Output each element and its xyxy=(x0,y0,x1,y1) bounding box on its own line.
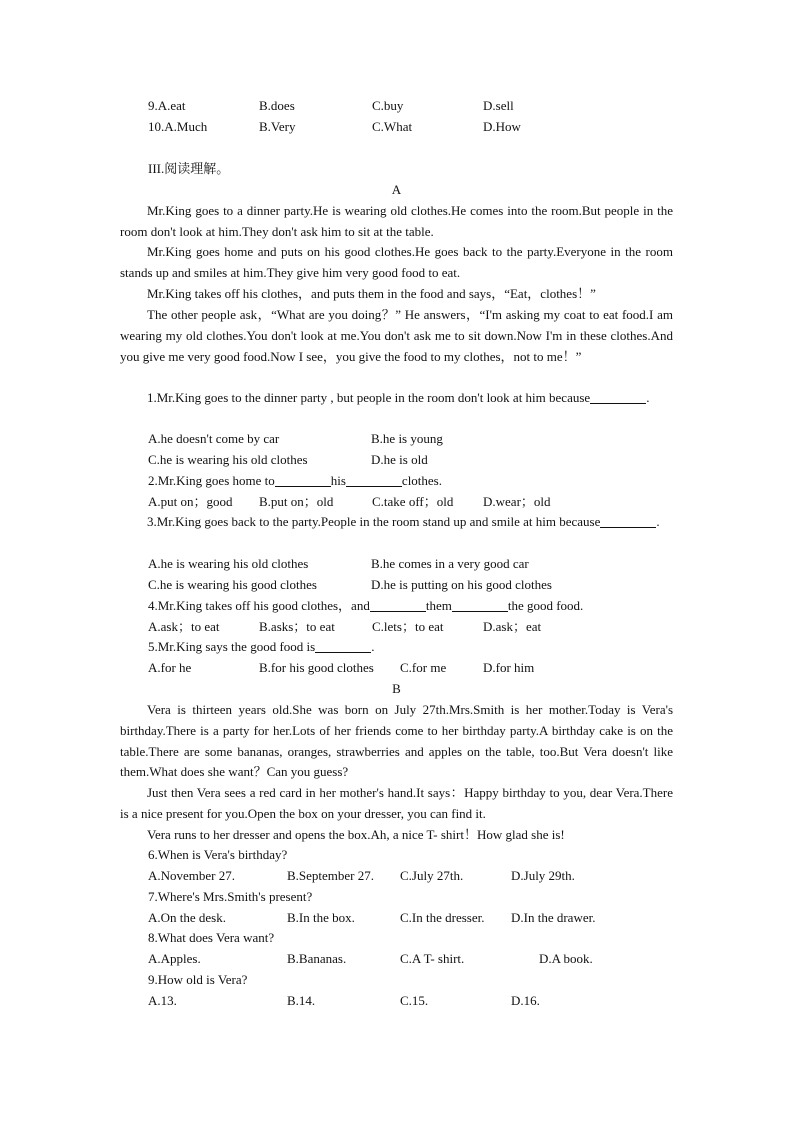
question-4-text-3: the good food. xyxy=(507,598,584,613)
answer-blank xyxy=(590,389,646,404)
question-8-stem: 8.What does Vera want? xyxy=(148,930,275,945)
answer-blank xyxy=(315,638,371,653)
option-a: A.put on；good xyxy=(148,494,233,509)
option-a: A.November 27. xyxy=(148,868,236,883)
passage-a-paragraph-4: The other people ask，“What are you doing？” He answers，“I'm asking my coat to eat food.I am wearing my old clothes.You don't look at me.You don't ask me to sit down.Now I'm in these clothes.And you give me very good food.Now I see，you give the food to my clothes，not to me！” xyxy=(120,307,673,364)
question-4-stem xyxy=(148,596,583,617)
question-5-stem xyxy=(148,637,374,658)
option-d: D.A book. xyxy=(539,951,593,966)
option-d: D.sell xyxy=(483,98,514,113)
option-a: 9.A.eat xyxy=(148,98,186,113)
question-1-period: . xyxy=(646,390,650,405)
answer-blank xyxy=(370,597,426,612)
section-title: III.阅读理解。 xyxy=(148,161,230,176)
option-c: C.July 27th. xyxy=(400,868,464,883)
question-5-text-1: 5.Mr.King says the good food is xyxy=(148,639,316,654)
question-6-stem: 6.When is Vera's birthday? xyxy=(148,847,288,862)
option-b: B.14. xyxy=(287,993,316,1008)
passage-b-label: B xyxy=(392,681,401,696)
option-c: C.In the dresser. xyxy=(400,910,485,925)
question-2-text-3: clothes. xyxy=(401,473,442,488)
option-b: B.he comes in a very good car xyxy=(371,556,529,571)
option-a: A.he doesn't come by car xyxy=(148,431,280,446)
question-4-text-1: 4.Mr.King takes off his good clothes，and xyxy=(148,598,370,613)
option-b: B.Bananas. xyxy=(287,951,347,966)
option-c: C.15. xyxy=(400,993,429,1008)
option-b: B.In the box. xyxy=(287,910,355,925)
option-a: A.ask；to eat xyxy=(148,619,220,634)
option-d: D.he is putting on his good clothes xyxy=(371,577,552,592)
passage-b-paragraph-3: Vera runs to her dresser and opens the box.Ah, a nice T- shirt！How glad she is! xyxy=(147,827,565,842)
option-b: B.does xyxy=(259,98,295,113)
option-c: C.he is wearing his old clothes xyxy=(148,452,308,467)
option-d: D.wear；old xyxy=(483,494,551,509)
option-d: D.How xyxy=(483,119,521,134)
question-2-text-2: his xyxy=(330,473,346,488)
option-a: A.Apples. xyxy=(148,951,201,966)
option-b: B.put on；old xyxy=(259,494,334,509)
question-3-period: . xyxy=(656,514,660,529)
passage-a-paragraph-3: Mr.King takes off his clothes，and puts them in the food and says，“Eat，clothes！” xyxy=(147,286,596,301)
answer-blank xyxy=(600,513,656,528)
question-2-text-1: 2.Mr.King goes home to xyxy=(148,473,275,488)
question-4-text-2: them xyxy=(425,598,452,613)
answer-blank xyxy=(452,597,508,612)
option-d: D.he is old xyxy=(371,452,428,467)
option-d: D.In the drawer. xyxy=(511,910,596,925)
question-3-text: 3.Mr.King goes back to the party.People in the room stand up and smile at him because xyxy=(147,514,601,529)
question-1-text: 1.Mr.King goes to the dinner party , but people in the room don't look at him because xyxy=(147,390,591,405)
option-d: D.for him xyxy=(483,660,535,675)
option-d: D.ask；eat xyxy=(483,619,542,634)
option-d: D.July 29th. xyxy=(511,868,575,883)
option-a: A.he is wearing his old clothes xyxy=(148,556,309,571)
option-b: B.Very xyxy=(259,119,296,134)
option-a: 10.A.Much xyxy=(148,119,208,134)
question-1-stem xyxy=(120,388,673,409)
option-b: B.for his good clothes xyxy=(259,660,374,675)
option-a: A.for he xyxy=(148,660,192,675)
option-c: C.A T- shirt. xyxy=(400,951,465,966)
option-c: C.buy xyxy=(372,98,404,113)
option-c: C.for me xyxy=(400,660,447,675)
passage-a-label: A xyxy=(391,182,402,197)
option-a: A.13. xyxy=(148,993,177,1008)
question-5-period: . xyxy=(371,639,375,654)
passage-a-paragraph-2: Mr.King goes home and puts on his good clothes.He goes back to the party.Everyone in the room stands up and smiles at him.They give him very good food to eat. xyxy=(120,244,673,280)
option-c: C.take off；old xyxy=(372,494,454,509)
option-c: C.What xyxy=(372,119,413,134)
option-d: D.16. xyxy=(511,993,540,1008)
answer-blank xyxy=(275,472,331,487)
passage-a-paragraph-1: Mr.King goes to a dinner party.He is wearing old clothes.He comes into the room.But people in the room don't look at him.They don't ask him to sit at the table. xyxy=(120,203,673,239)
question-2-stem xyxy=(148,471,442,492)
question-3-stem xyxy=(120,512,673,533)
option-b: B.he is young xyxy=(371,431,443,446)
question-9-stem: 9.How old is Vera? xyxy=(148,972,248,987)
option-c: C.lets；to eat xyxy=(372,619,444,634)
answer-blank xyxy=(346,472,402,487)
option-b: B.asks；to eat xyxy=(259,619,335,634)
option-b: B.September 27. xyxy=(287,868,375,883)
question-7-stem: 7.Where's Mrs.Smith's present? xyxy=(148,889,313,904)
option-c: C.he is wearing his good clothes xyxy=(148,577,317,592)
passage-b-paragraph-2: Just then Vera sees a red card in her mother's hand.It says：Happy birthday to you, dear Vera.There is a nice present for you.Open the box on your dresser, you can find it. xyxy=(120,785,673,821)
option-a: A.On the desk. xyxy=(148,910,226,925)
passage-b-paragraph-1: Vera is thirteen years old.She was born on July 27th.Mrs.Smith is her mother.Today is Vera's birthday.There is a party for her.Lots of her friends come to her birthday party.A birthday cake is on the table.There are some bananas, oranges, strawberries and apples on the table, too.But Vera doesn't like them.What does she want？Can you guess? xyxy=(120,702,673,780)
